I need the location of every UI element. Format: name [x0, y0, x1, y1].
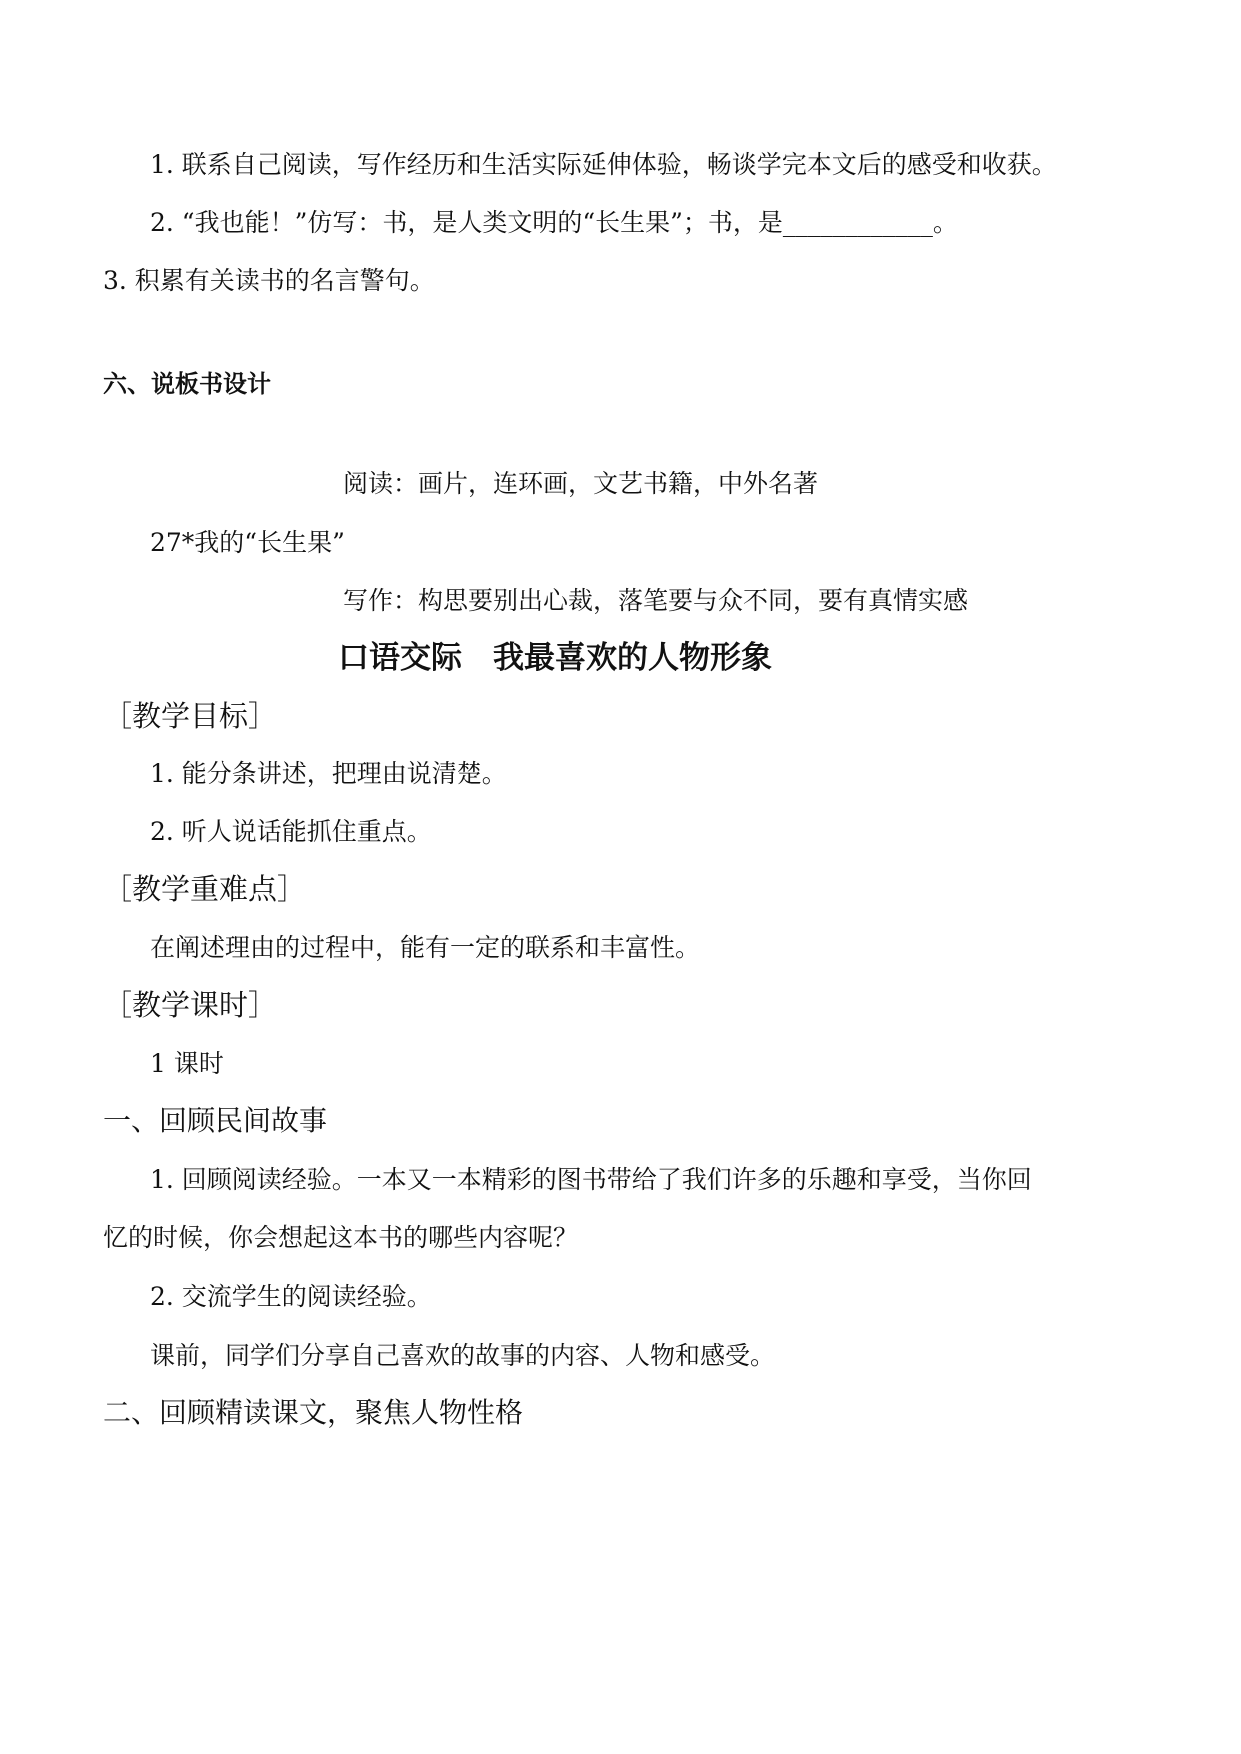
board-reading-line: 阅读：画片，连环画，文艺书籍，中外名著 [343, 469, 819, 498]
difficulty-label: ［教学重难点］ [103, 872, 307, 906]
part-one-item-2: 2. 交流学生的阅读经验。 [150, 1282, 432, 1311]
part-one-item-2-detail: 课前，同学们分享自己喜欢的故事的内容、人物和感受。 [150, 1341, 776, 1370]
class-period-text: 1 课时 [150, 1049, 224, 1078]
extension-item-3: 3. 积累有关读书的名言警句。 [103, 266, 435, 295]
board-writing-line: 写作：构思要别出心裁，落笔要与众不同，要有真情实感 [343, 586, 969, 615]
part-one-item-1-line-1: 1. 回顾阅读经验。一本又一本精彩的图书带给了我们许多的乐趣和享受，当你回 [150, 1165, 1032, 1194]
class-period-label: ［教学课时］ [103, 988, 278, 1022]
teaching-goal-2: 2. 听人说话能抓住重点。 [150, 817, 432, 846]
part-one-heading: 一、回顾民间故事 [103, 1104, 328, 1137]
difficulty-text: 在阐述理由的过程中，能有一定的联系和丰富性。 [150, 933, 701, 962]
extension-item-1: 1. 联系自己阅读，写作经历和生活实际延伸体验，畅谈学完本文后的感受和收获。 [150, 150, 1057, 179]
extension-item-2: 2. “我也能！”仿写：书，是人类文明的“长生果”；书，是____________。 [150, 208, 958, 237]
lesson-title: 口语交际 我最喜欢的人物形象 [338, 640, 772, 676]
board-design-heading: 六、说板书设计 [103, 370, 271, 398]
part-one-item-1-line-2: 忆的时候，你会想起这本书的哪些内容呢？ [103, 1223, 579, 1252]
board-lesson-title: 27*我的“长生果” [150, 528, 345, 557]
part-two-heading: 二、回顾精读课文，聚焦人物性格 [103, 1396, 524, 1429]
teaching-goals-label: ［教学目标］ [103, 699, 278, 733]
teaching-goal-1: 1. 能分条讲述，把理由说清楚。 [150, 759, 507, 788]
